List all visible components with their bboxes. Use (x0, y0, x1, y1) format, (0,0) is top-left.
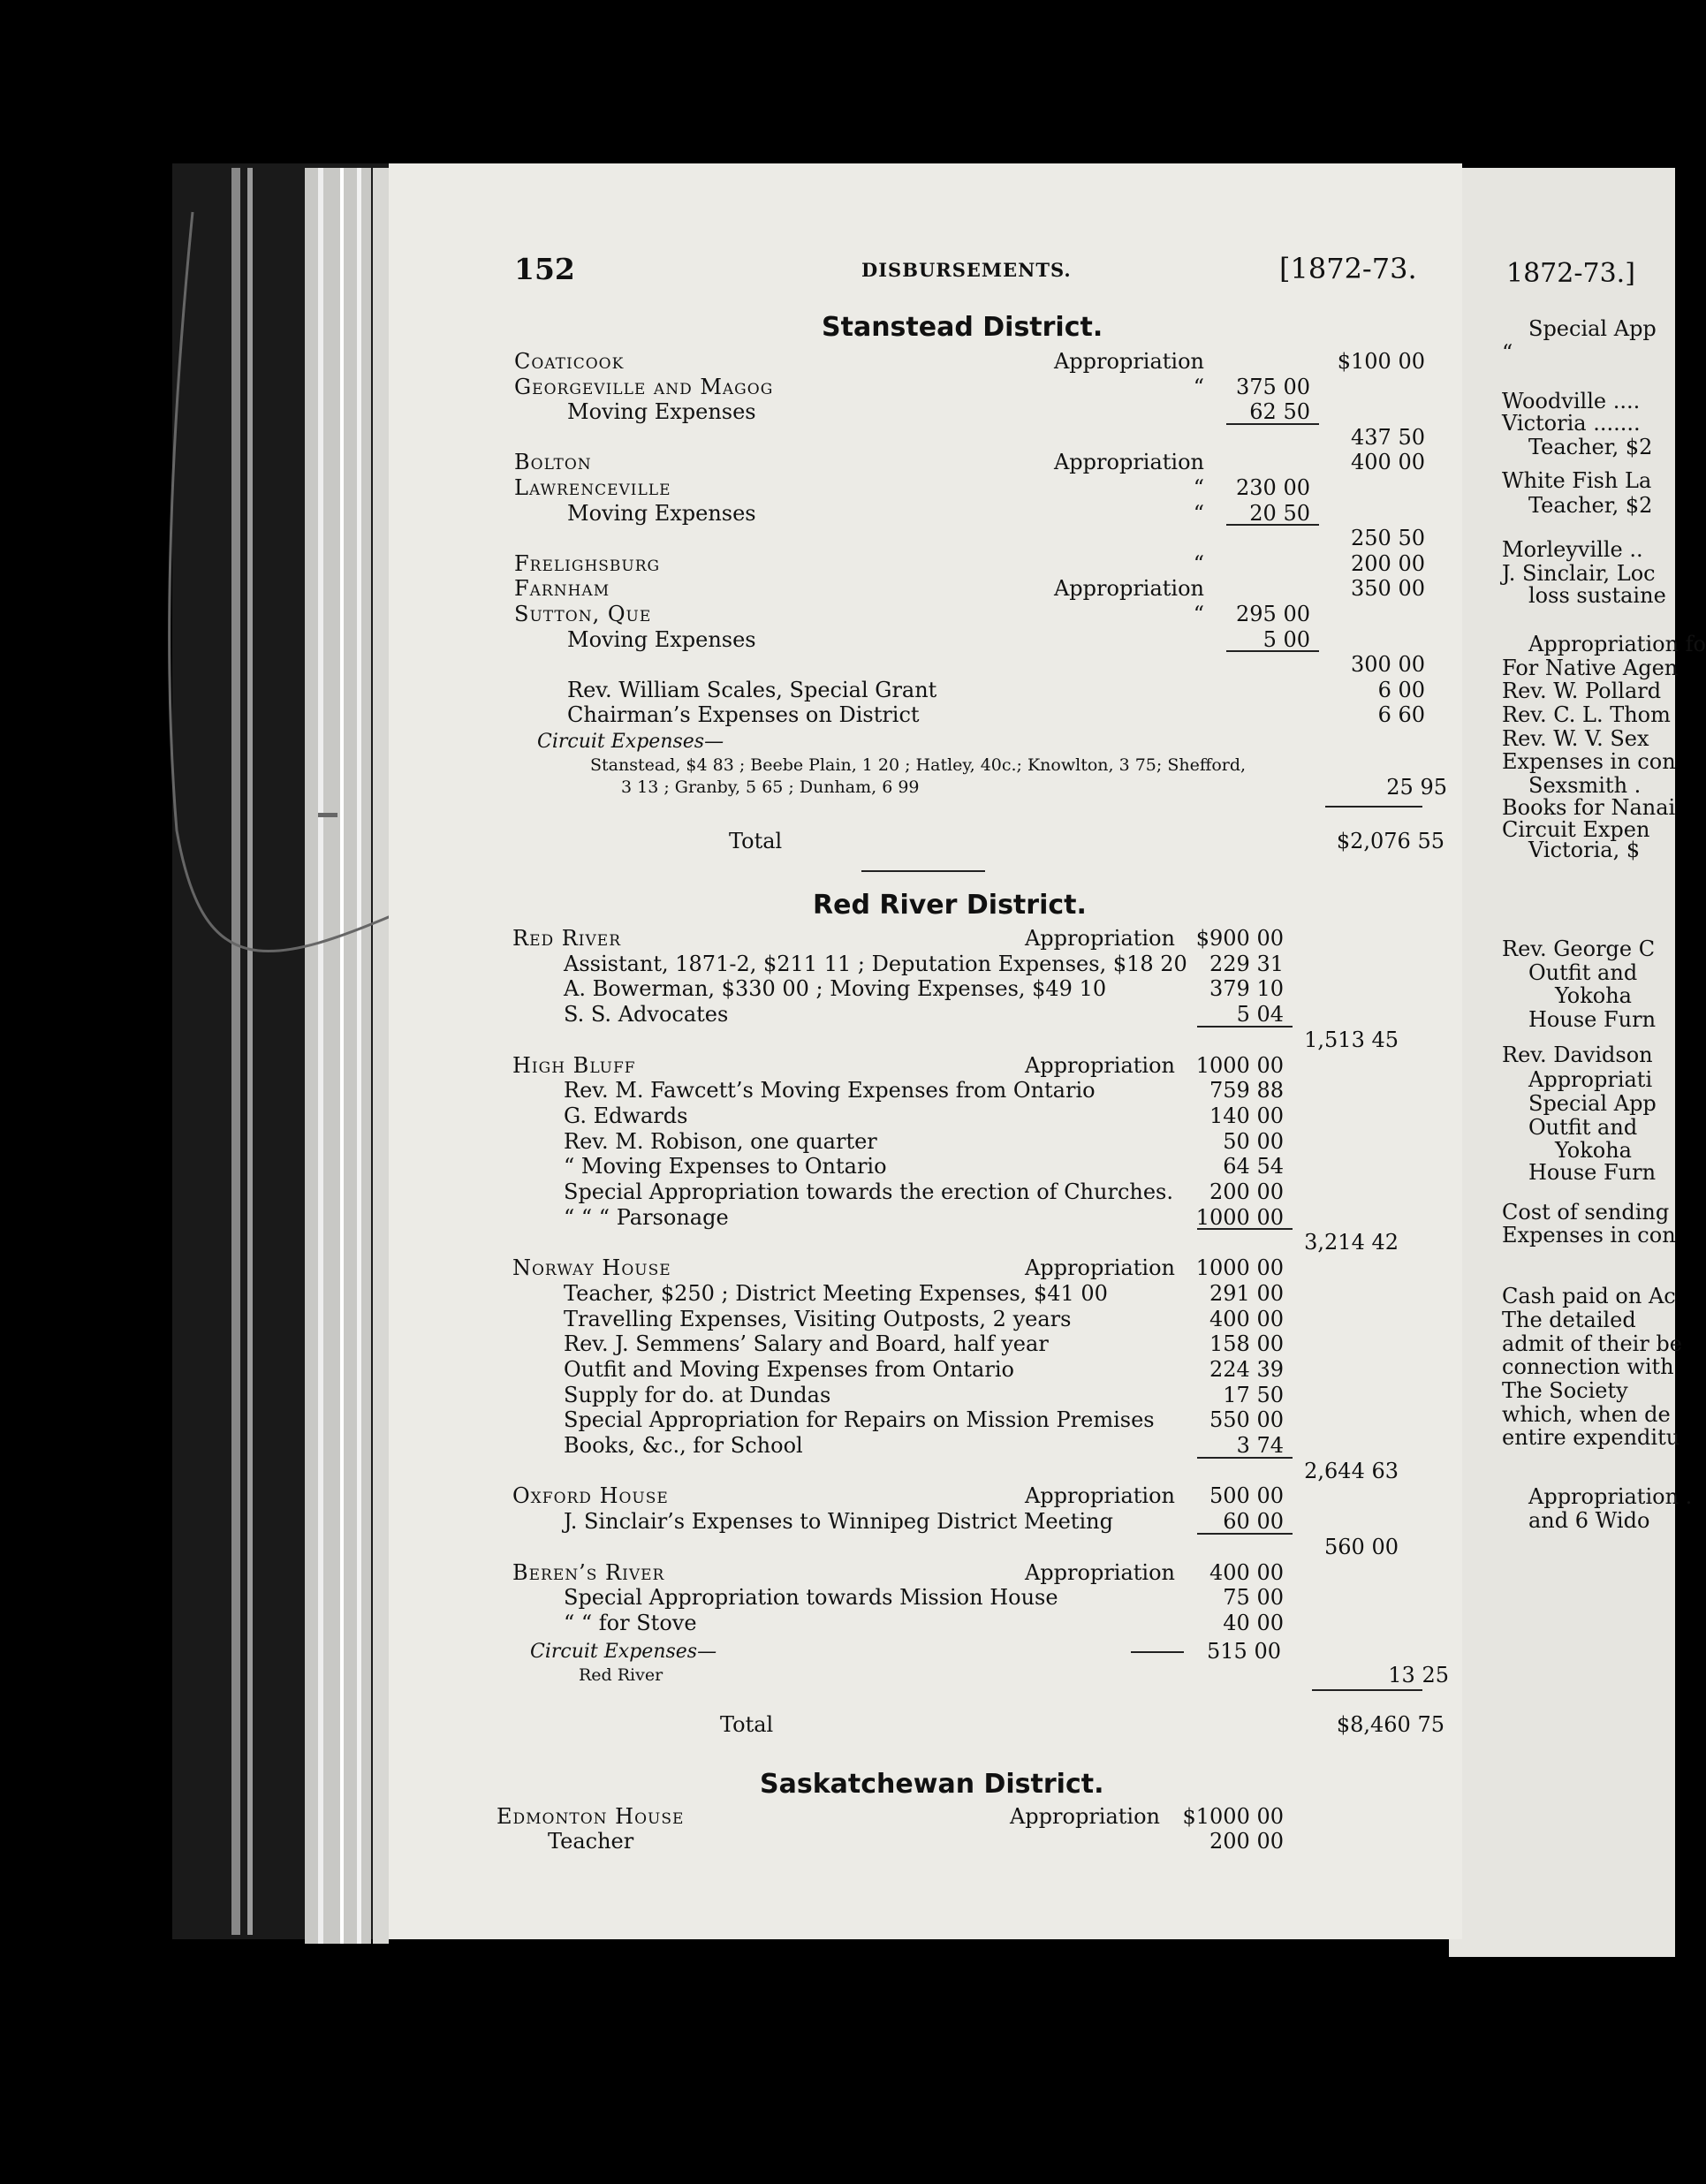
row-amount: 5 00 (1262, 626, 1310, 652)
ledger-row (564, 1357, 1456, 1382)
ledger-row (567, 425, 1456, 450)
red-river-circuit-heading: Circuit Expenses— (530, 1641, 717, 1663)
facing-page-line: White Fish La (1502, 468, 1652, 493)
row-appropriation: Appropriation (1024, 1483, 1175, 1509)
row-amount: 759 88 (1209, 1078, 1284, 1103)
facing-page-line: and 6 Wido (1528, 1508, 1650, 1533)
row-label: Rev. M. Fawcett’s Moving Expenses from Ontario (564, 1078, 1171, 1103)
row-appropriation: Appropriation (1024, 1559, 1175, 1585)
row-amount: 17 50 (1223, 1382, 1284, 1407)
row-label: Rev. J. Semmens’ Salary and Board, half year (564, 1331, 1171, 1356)
row-label: A. Bowerman, $330 00 ; Moving Expenses, $49 10 (564, 976, 1171, 1001)
stanstead-total-row (729, 829, 1456, 853)
row-label: Special Appropriation towards Mission House (564, 1585, 1171, 1610)
facing-page-line: Rev. George C (1502, 937, 1656, 961)
facing-page-line: Victoria, $ (1528, 838, 1641, 862)
row-label: “ Moving Expenses to Ontario (564, 1154, 1171, 1179)
stanstead-circuit-heading: Circuit Expenses— (537, 731, 724, 753)
ledger-row (514, 450, 1456, 474)
row-label: Oxford House (512, 1483, 994, 1508)
facing-page-line: Outfit and (1528, 1115, 1638, 1140)
ledger-row (564, 1078, 1456, 1103)
ledger-row (567, 627, 1456, 652)
row-label: Georgeville and Magog (514, 375, 1023, 399)
stanstead-circuit-line1: Stanstead, $4 83 ; Beebe Plain, 1 20 ; Hatley, 40c.; Knowlton, 3 75; Shefford, (590, 755, 1247, 775)
facing-page-line: Expenses in con (1502, 749, 1676, 774)
row-label: J. Sinclair’s Expenses to Winnipeg District Meeting (564, 1509, 1171, 1534)
row-label: High Bluff (512, 1053, 994, 1078)
ledger-row (564, 1103, 1456, 1128)
ledger-row (514, 375, 1456, 399)
facing-page (1449, 168, 1706, 1957)
facing-page-line: House Furn (1528, 1007, 1657, 1032)
row-amount: 379 10 (1209, 976, 1284, 1002)
row-label: Bolton (514, 450, 1023, 474)
row-amount: 158 00 (1209, 1331, 1284, 1357)
row-appropriation: “ (1193, 475, 1204, 500)
row-label: Edmonton House (497, 1804, 979, 1829)
facing-page-line: J. Sinclair, Loc (1502, 561, 1656, 586)
facing-page-line: loss sustaine (1528, 583, 1666, 608)
row-label: Farnham (514, 576, 1023, 601)
row-label: Moving Expenses (567, 501, 1023, 526)
facing-page-line: Outfit and (1528, 960, 1638, 985)
row-appropriation: Appropriation (1024, 926, 1175, 951)
year-range: [1872-73. (1279, 252, 1417, 285)
row-amount: 375 00 (1236, 374, 1310, 399)
row-label: G. Edwards (564, 1103, 1171, 1128)
ledger-row (564, 976, 1456, 1001)
row-amount: 62 50 (1249, 399, 1310, 425)
row-subtotal: 300 00 (1351, 652, 1425, 678)
ledger-row (564, 1383, 1456, 1407)
facing-page-header: 1872-73.] (1506, 258, 1635, 289)
ledger-row (567, 526, 1456, 550)
facing-page-line: connection with (1502, 1354, 1674, 1379)
facing-page-line: Rev. W. Pollard (1502, 679, 1662, 703)
row-amount: 400 00 (1209, 1306, 1284, 1331)
row-appropriation: Appropriation (1024, 1255, 1175, 1281)
row-label: Teacher (548, 1829, 1156, 1854)
facing-page-line: Woodville .... (1502, 389, 1641, 413)
facing-page-line: Special App (1528, 1091, 1657, 1116)
facing-page-line: Yokoha (1555, 983, 1632, 1008)
red-river-subtotal: 515 00 (1207, 1639, 1281, 1664)
facing-page-line: Cost of sending (1502, 1200, 1670, 1225)
row-amount: 60 00 (1223, 1509, 1284, 1535)
row-label: Coaticook (514, 349, 1023, 374)
row-label: Red River (512, 926, 994, 951)
stanstead-district-title: Stanstead District. (822, 312, 1103, 343)
facing-page-line: Sexsmith . (1528, 773, 1642, 798)
facing-page-line: Rev. C. L. Thom (1502, 702, 1671, 727)
row-label: Special Appropriation for Repairs on Mission Premises (564, 1407, 1171, 1432)
row-amount: 1000 00 (1195, 1052, 1284, 1078)
facing-page-line: Morleyville .. (1502, 537, 1643, 562)
ledger-row (567, 702, 1456, 727)
stanstead-total-label: Total (729, 829, 1321, 853)
row-label: Lawrenceville (514, 475, 1023, 500)
section-divider (861, 870, 985, 872)
row-label: Assistant, 1871-2, $211 11 ; Deputation Expenses, $18 20 (564, 952, 1171, 976)
subtotal-rule (1226, 423, 1319, 425)
stanstead-total-amount: $2,076 55 (1336, 829, 1444, 853)
subtotal-rule (1197, 1026, 1293, 1028)
row-amount: $900 00 (1195, 926, 1284, 951)
row-appropriation: “ (1193, 500, 1204, 526)
ledger-row (514, 576, 1456, 601)
facing-page-line: entire expenditu (1502, 1425, 1680, 1450)
ledger-row (564, 1509, 1456, 1534)
stanstead-circuit-line2: 3 13 ; Granby, 5 65 ; Dunham, 6 99 (621, 775, 1319, 800)
ledger-row (564, 1407, 1456, 1432)
row-label: Teacher, $250 ; District Meeting Expenses, $41 00 (564, 1281, 1171, 1306)
row-amount: 295 00 (1236, 602, 1310, 626)
row-label: Rev. M. Robison, one quarter (564, 1129, 1171, 1154)
ledger-row (564, 952, 1456, 976)
row-amount: 550 00 (1209, 1407, 1284, 1433)
row-label: “ “ for Stove (564, 1611, 1171, 1635)
facing-page-line: The Society (1502, 1378, 1628, 1403)
row-label: Beren’s River (512, 1560, 994, 1585)
facing-page-line: which, when de (1502, 1402, 1671, 1427)
red-river-total-amount: $8,460 75 (1336, 1712, 1444, 1737)
row-total-amount: 200 00 (1351, 550, 1425, 576)
row-label: Outfit and Moving Expenses from Ontario (564, 1357, 1171, 1382)
ledger-row (564, 1002, 1456, 1027)
row-subtotal: 250 50 (1351, 526, 1425, 551)
row-amount: 75 00 (1223, 1585, 1284, 1611)
stanstead-circuit-amount: 25 95 (1386, 775, 1447, 800)
row-appropriation: Appropriation (1009, 1804, 1160, 1829)
red-river-total-label: Total (720, 1712, 1312, 1737)
row-amount: 40 00 (1223, 1610, 1284, 1635)
row-total-amount: $100 00 (1337, 349, 1425, 374)
row-subtotal: 560 00 (1324, 1534, 1399, 1559)
row-label: Supply for do. at Dundas (564, 1383, 1171, 1407)
row-total-amount: 6 60 (1377, 702, 1425, 728)
total-rule (1325, 806, 1422, 808)
ledger-row (564, 1331, 1456, 1356)
facing-page-line: Rev. W. V. Sex (1502, 726, 1649, 751)
row-label: Sutton, Que (514, 602, 1023, 626)
facing-page-line: House Furn (1528, 1160, 1657, 1185)
row-amount: 224 39 (1209, 1356, 1284, 1382)
facing-page-line: Special App (1528, 316, 1657, 341)
subtotal-rule (1226, 524, 1319, 526)
row-subtotal: 3,214 42 (1304, 1230, 1399, 1255)
facing-page-line: The detailed (1502, 1308, 1636, 1332)
row-label: Books, &c., for School (564, 1433, 1171, 1458)
row-amount: 229 31 (1209, 951, 1284, 976)
row-appropriation: “ (1193, 602, 1204, 626)
ledger-row (564, 1028, 1456, 1052)
row-amount: 140 00 (1209, 1103, 1284, 1128)
row-label: Rev. William Scales, Special Grant (567, 678, 1200, 702)
subtotal-rule (1197, 1228, 1293, 1230)
ledger-row (567, 652, 1456, 677)
total-rule (1312, 1689, 1422, 1691)
facing-page-line: Appropriation . (1528, 1484, 1693, 1509)
row-amount: 64 54 (1223, 1154, 1284, 1179)
ledger-row (512, 1560, 1456, 1585)
facing-page-line: admit of their be (1502, 1331, 1682, 1356)
ledger-row (512, 1053, 1456, 1078)
stanstead-circuit-line2-row (621, 775, 1456, 800)
row-total-amount: 350 00 (1351, 576, 1425, 602)
row-label: S. S. Advocates (564, 1002, 1171, 1027)
row-label: Moving Expenses (567, 399, 1200, 424)
row-amount: 200 00 (1209, 1179, 1284, 1204)
red-river-circuit-row (579, 1663, 1456, 1687)
ledger-row (564, 1281, 1456, 1306)
saskatchewan-district-title: Saskatchewan District. (760, 1769, 1104, 1800)
page-number: 152 (514, 252, 575, 286)
row-subtotal: 2,644 63 (1304, 1458, 1399, 1483)
row-appropriation: Appropriation (1053, 450, 1204, 475)
page-title: DISBURSEMENTS. (861, 259, 1072, 281)
red-river-district-title: Red River District. (813, 890, 1087, 921)
facing-page-line: “ (1502, 340, 1513, 365)
row-total-amount: 400 00 (1351, 450, 1425, 475)
subtotal-rule (1226, 650, 1319, 652)
ledger-row (512, 926, 1456, 951)
row-subtotal: 1,513 45 (1304, 1027, 1399, 1052)
row-label: Special Appropriation towards the erection of Churches. (564, 1179, 1171, 1204)
ledger-row (514, 602, 1456, 626)
facing-page-line: Books for Nanai (1502, 795, 1676, 820)
facing-page-line: Teacher, $2 (1528, 435, 1653, 459)
facing-page-line: Teacher, $2 (1528, 493, 1653, 518)
row-label: Frelighsburg (514, 551, 1023, 576)
row-amount: 1000 00 (1195, 1255, 1284, 1281)
row-total-amount: 6 00 (1377, 677, 1425, 702)
facing-page-line: Victoria ....... (1502, 411, 1641, 436)
ledger-row (564, 1307, 1456, 1331)
subtotal-rule (1197, 1457, 1293, 1459)
red-river-circuit-amount: 13 25 (1388, 1663, 1449, 1687)
row-appropriation: Appropriation (1053, 576, 1204, 602)
facing-page-line: Circuit Expen (1502, 817, 1650, 842)
ledger-row (497, 1804, 1456, 1829)
ledger-row (564, 1585, 1456, 1610)
ledger-row (564, 1179, 1456, 1204)
row-label: Travelling Expenses, Visiting Outposts, 2 years (564, 1307, 1171, 1331)
row-appropriation: “ (1193, 550, 1204, 576)
ledger-row (564, 1433, 1456, 1458)
ledger-row (514, 349, 1456, 374)
ledger-row (567, 501, 1456, 526)
ledger-row (514, 475, 1456, 500)
ledger-row (514, 551, 1456, 576)
row-amount: 20 50 (1249, 500, 1310, 526)
facing-page-line: Yokoha (1555, 1138, 1632, 1163)
row-amount: 200 00 (1209, 1829, 1284, 1854)
row-appropriation: “ (1193, 374, 1204, 399)
ledger-row (567, 399, 1456, 424)
ledger-row (512, 1255, 1456, 1280)
ledger-row (564, 1154, 1456, 1179)
ledger-row (564, 1230, 1456, 1255)
row-label: Chairman’s Expenses on District (567, 702, 1200, 727)
row-label: “ “ “ Parsonage (564, 1205, 1171, 1230)
row-appropriation: Appropriation (1024, 1052, 1175, 1078)
row-amount: 291 00 (1209, 1280, 1284, 1306)
row-subtotal: 437 50 (1351, 424, 1425, 450)
facing-page-line: Cash paid on Ac (1502, 1284, 1676, 1308)
row-label: Moving Expenses (567, 627, 1200, 652)
row-amount: $1000 00 (1182, 1804, 1284, 1829)
row-appropriation: Appropriation (1053, 349, 1204, 374)
red-river-circuit-line: Red River (579, 1663, 1312, 1687)
ledger-row (548, 1829, 1456, 1854)
ledger-row (564, 1459, 1456, 1483)
ledger-row (564, 1129, 1456, 1154)
ledger-row (564, 1205, 1456, 1230)
facing-page-line: Expenses in con (1502, 1223, 1676, 1247)
facing-page-line: For Native Agen (1502, 656, 1679, 680)
row-amount: 50 00 (1223, 1128, 1284, 1154)
facing-page-line: Appropriation fo (1528, 632, 1706, 656)
row-amount: 5 04 (1236, 1002, 1284, 1028)
row-amount: 500 00 (1209, 1483, 1284, 1509)
row-amount: 230 00 (1236, 475, 1310, 500)
facing-page-line: Rev. Davidson (1502, 1043, 1653, 1067)
ledger-row (564, 1535, 1456, 1559)
ledger-row (564, 1611, 1456, 1635)
row-amount: 3 74 (1236, 1433, 1284, 1458)
ledger-page (389, 163, 1462, 1939)
row-amount: 1000 00 (1195, 1204, 1284, 1230)
ledger-row (567, 678, 1456, 702)
subtotal-rule (1197, 1533, 1293, 1535)
facing-page-line: Appropriati (1528, 1067, 1653, 1092)
ledger-row (512, 1483, 1456, 1508)
row-amount: 400 00 (1209, 1559, 1284, 1585)
red-river-total-row (720, 1712, 1456, 1737)
row-label: Norway House (512, 1255, 994, 1280)
